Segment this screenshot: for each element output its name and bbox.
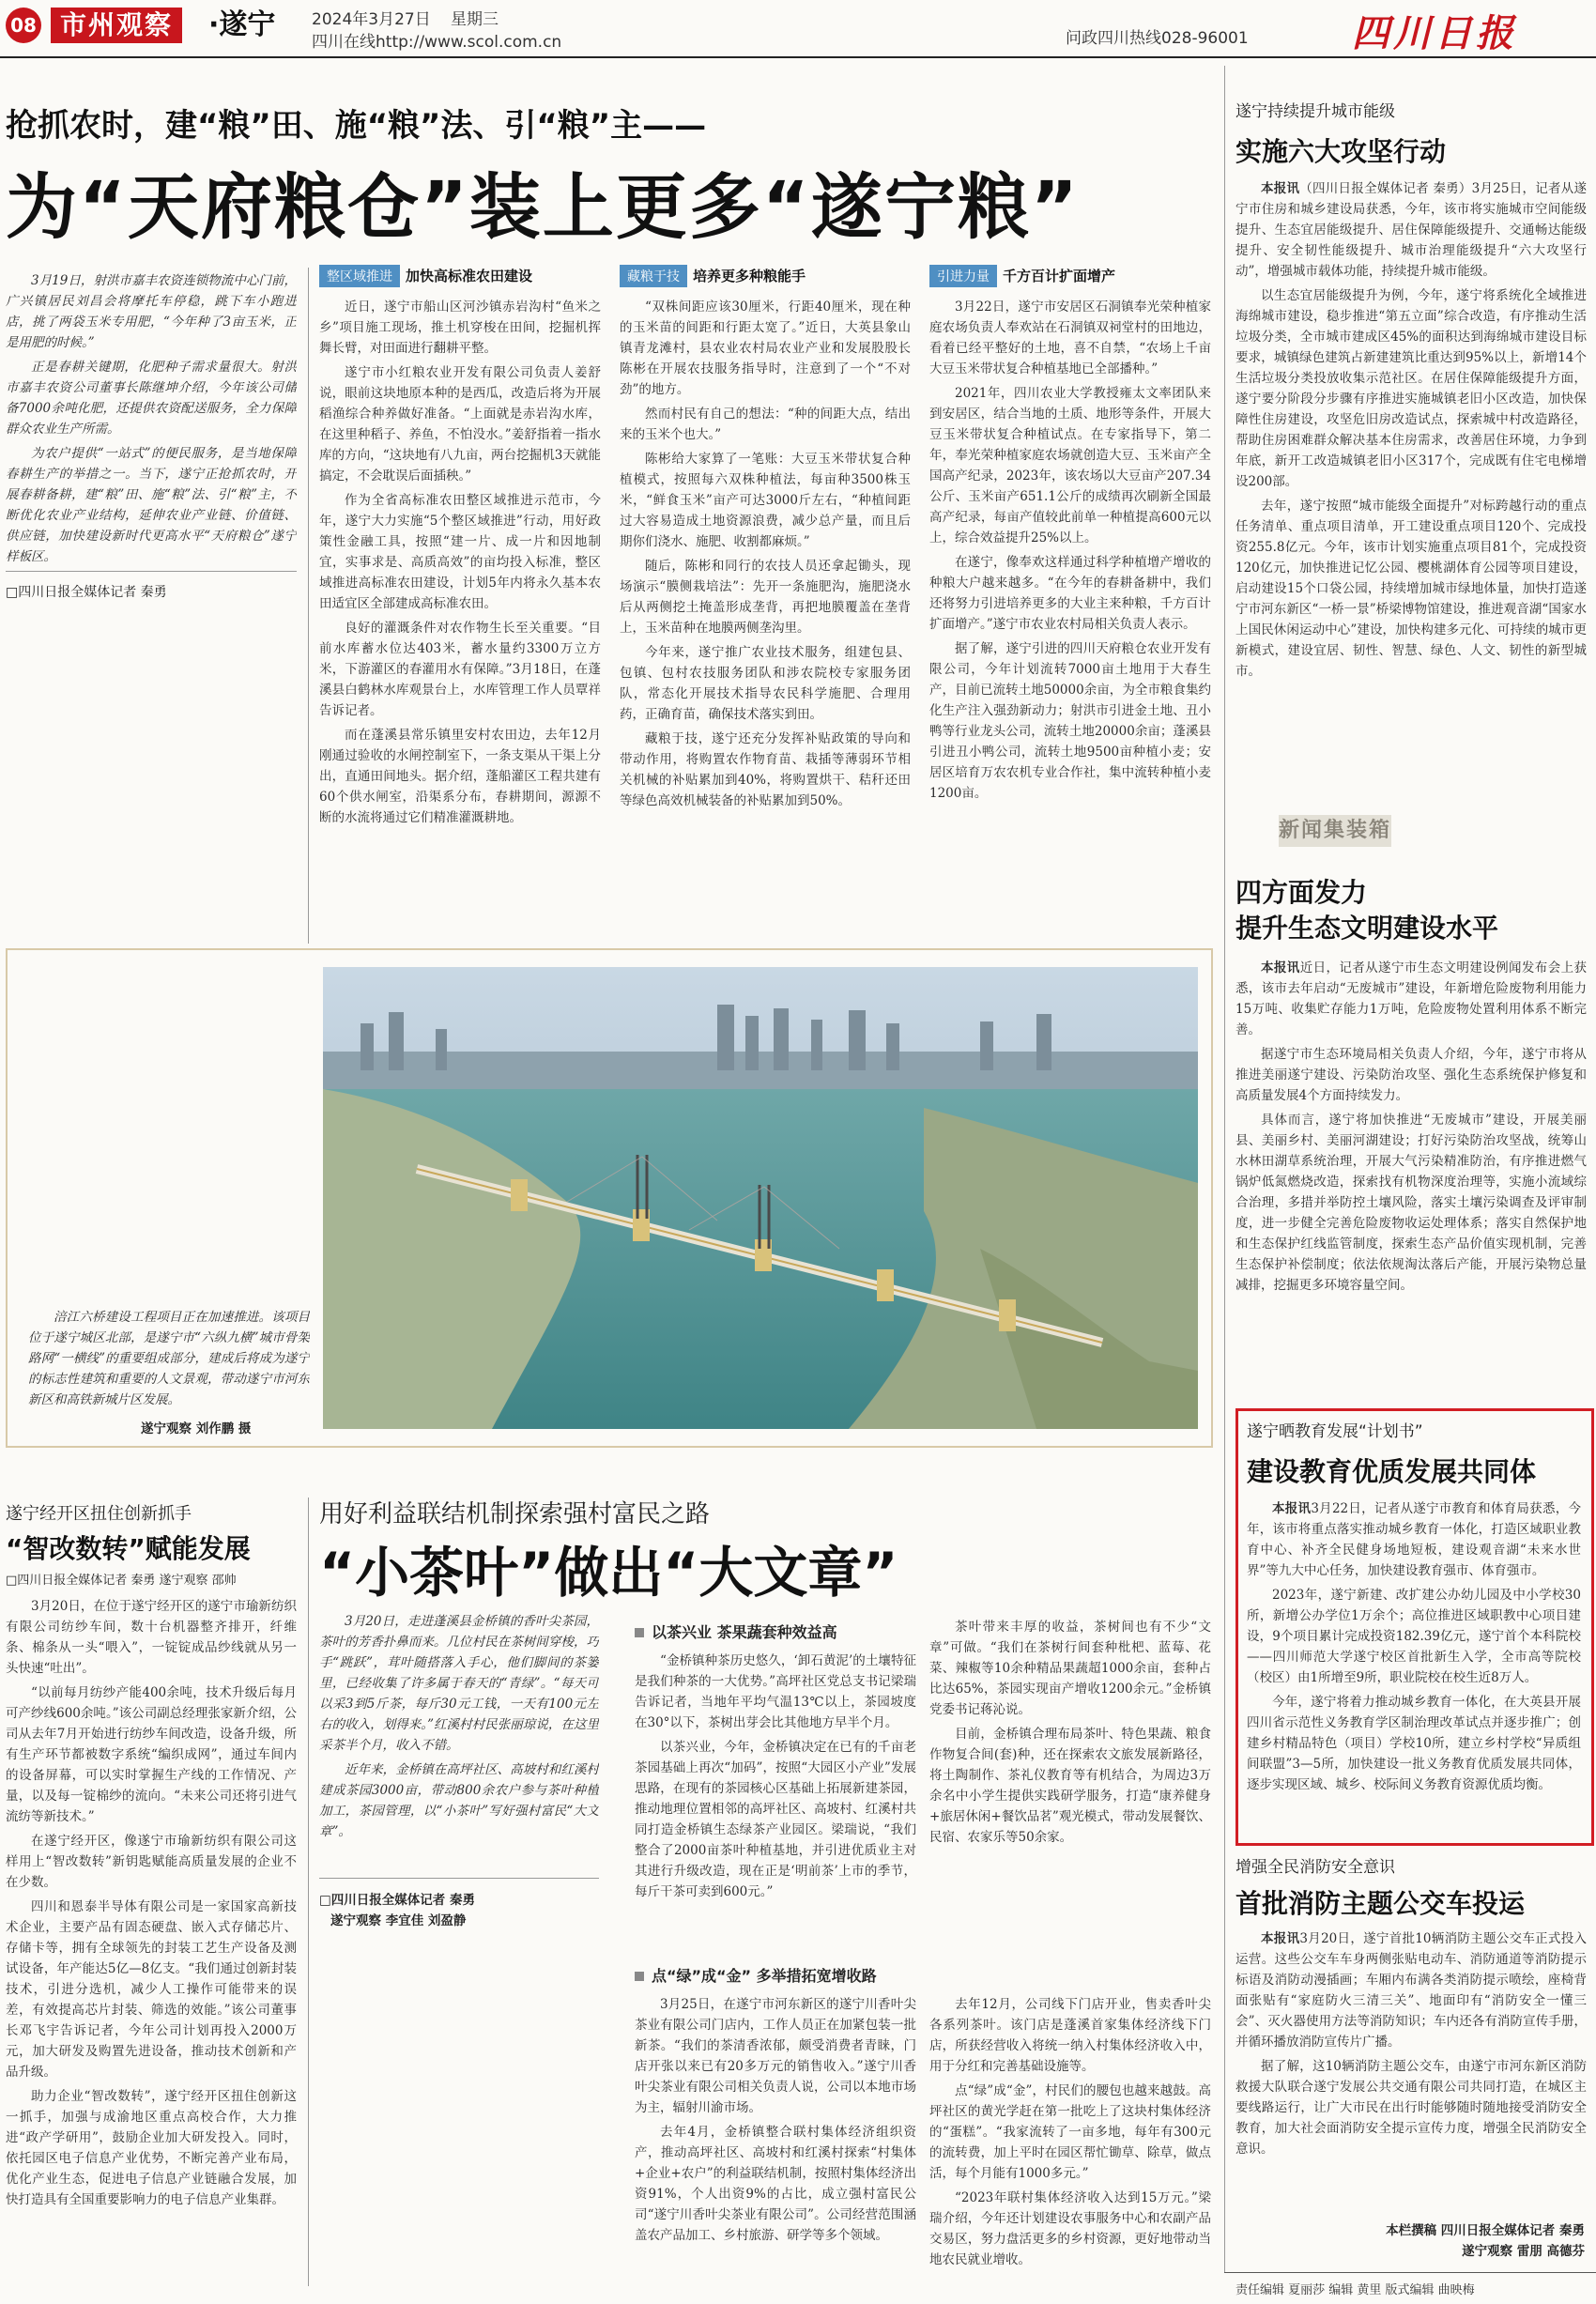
subsection-title: 点“绿”成“金” 多举措拓宽增收路 (635, 1964, 877, 1986)
square-bullet-icon (635, 1972, 644, 1981)
body-paragraph: “双株间距应该30厘米，行距40厘米，现在种的玉米苗的间距和行距太宽了。”近日，大英县象山镇青龙滩村，县农业农村局农业产业和发展股股长陈彬在开展农技服务指导时，注意到了一个“不对劲”的地方。 (620, 300, 911, 397)
sidebar-title: 建设教育优质发展共同体 (1247, 1456, 1537, 1487)
body-paragraph: 3月22日，遂宁市安居区石洞镇奉光荣种植家庭农场负责人奉欢站在石洞镇双祠堂村的田地边，看着已经平整好的土地，喜不自禁，“农场上千亩大豆玉米带状复合种植基地已全部播种。” (929, 300, 1211, 376)
sidebar-kicker: 遂宁晒教育发展“计划书” (1247, 1422, 1423, 1441)
story-title: “小茶叶”做出“大文章” (319, 1541, 898, 1605)
story-body (635, 1651, 916, 1951)
photo-credit: 遂宁观察 刘作鹏 摄 (141, 1421, 252, 1436)
body-paragraph: 据了解，遂宁引进的四川天府粮仓农业开发有限公司，今年计划流转7000亩土地用于大春生产，目前已流转土地50000余亩，为全市粮食集约化生产注入强劲新动力；射洪市引进金土地、丑小鸭等行业龙头公司，流转土地20000余亩；蓬溪县引进丑小鸭公司，流转土地9500亩种植小麦；安居区培育万农农机专业合作社，集中流转种植小麦1200亩。 (929, 641, 1211, 801)
body-paragraph: 近日，记者从遂宁市生态文明建设例闻发布会上获悉，该市去年启动“无废城市”建设，年新增危险废物利用能力15万吨、收集贮存能力1万吨，危险废物处置利用体系不断完善。 (1235, 960, 1587, 1037)
story-body (6, 1596, 297, 2286)
region-label: ·遂宁 (208, 8, 276, 41)
section-title: 千方百计扩面增产 (1003, 268, 1116, 284)
body-paragraph: 2021年，四川农业大学教授雍太文率团队来到安居区，结合当地的土质、地形等条件，开展大豆玉米带状复合种植试点。在专家指导下，第二年，奉光荣种植家庭农场就创造大豆、玉米亩产全国高产纪录，2023年，该农场以大豆亩产207.34公斤、玉米亩产651.1公斤的成绩再次刷新全国最高产纪录，每亩产值较此前单一种植提高600元以上，综合效益提升25%以上。 (929, 386, 1211, 545)
body-paragraph: 2023年，遂宁新建、改扩建公办幼儿园及中小学校30所，新增公办学位1万余个；高位推进区域职教中心项目建设，9个项目累计完成投资182.39亿元，遂宁首个本科院校——四川师范大学遂宁校区首批新生入学，全市高等院校（校区）由1所增至9所，职业院校在校生近8万人。 (1247, 1588, 1581, 1685)
square-bullet-icon (635, 1628, 644, 1637)
column-divider (308, 1498, 309, 2286)
body-paragraph: 良好的灌溉条件对农作物生长至关重要。“目前水库蓄水位达403米，蓄水量约3300万立方米，下游灌区的春灌用水有保障。”3月18日，在蓬溪县白鹤林水库观景台上，水库管理工作人员覃祥告诉记者。 (319, 621, 601, 718)
body-paragraph: 3月25日，在遂宁市河东新区的遂宁川香叶尖茶业有限公司门店内，工作人员正在加紧包装一批新茶。“我们的茶清香浓郁，颇受消费者青睐，门店开张以来已有20多万元的销售收入。”遂宁川香叶尖茶业有限公司相关负责人说，公司以本地市场为主，辐射川渝市场。 (635, 1997, 916, 2115)
photo-caption-text: 涪江六桥建设工程项目正在加速推进。该项目位于遂宁城区北部，是遂宁市“六纵九横”城市骨架路网“一横线”的重要组成部分，建成后将成为遂宁的标志性建筑和重要的人文景观，带动遂宁市河东新区和高铁新城片区发展。 (28, 1310, 310, 1407)
dateline-lead: 本报讯 (1261, 181, 1300, 196)
section-tag: 引进力量 (929, 265, 997, 287)
dateline-lead: 本报讯 (1261, 960, 1300, 975)
body-paragraph: 今年，遂宁将着力推动城乡教育一体化，在大英县开展四川省示范性义务教育学区制治理改革试点并逐步推广；创建乡村精品特色（项目）学校10所，建立乡村学校“异质组间联盟”3—5所，加快建设一批义务教育优质发展共同体，逐步实现区域、城乡、校际间义务教育资源优质均衡。 (1247, 1695, 1581, 1792)
lead-kicker: 抢抓农时，建“粮”田、施“粮”法、引“粮”主—— (6, 107, 707, 145)
lead-intro-para: 3月19日，射洪市嘉丰农资连锁物流中心门前，广兴镇居民刘昌会将摩托车停稳，跳下车小跑进店，挑了两袋玉米专用肥，“今年种了3亩玉米，正是用肥的时候。” (6, 273, 297, 350)
subsection-title: 以茶兴业 茶果蔬套种效益高 (635, 1620, 837, 1642)
lead-section-column (929, 265, 1211, 922)
lead-headline: 为“天府粮仓”装上更多“遂宁粮” (6, 165, 1080, 249)
body-paragraph: 以生态宜居能级提升为例，今年，遂宁将系统化全域推进海绵城市建设，稳步推进“第五立面”综合改造，有序推动生活垃圾分类，全市城市建成区45%的面积达到海绵城市建设目标要求，城镇绿色建筑占新建建筑比重达到95%以上，新增14个生活垃圾分类投放收集示范社区。在居住保障能级提升方面，遂宁要分阶段分步骤有序推进实施城镇老旧小区改造，加快保障性住房建设，攻坚危旧房改造试点，探索城中村改造路径，帮助住房困难群众解决基本住房需求，改善居住环境，力争到年底，新开工改造城镇老旧小区317个，完成既有住宅电梯增设200部。 (1235, 288, 1587, 489)
sidebar-title: 首批消防主题公交车投运 (1235, 1888, 1526, 1919)
story-intro-para: 3月20日，走进蓬溪县金桥镇的香叶尖茶园，茶叶的芳香扑鼻而来。几位村民在茶树间穿梭，巧手“跳跃”，茸叶随搭落入手心，他们脚间的茶篓里，已经收集了许多属于春天的“青绿”。“每天可以采3到5斤茶，每斤30元工钱，一天有100元左右的收入，划得来。”红溪村村民张丽琼说，在这里采茶半个月，收入不错。 (319, 1614, 599, 1753)
body-paragraph: 而在蓬溪县常乐镇里安村农田边，去年12月刚通过验收的水闸控制室下，一条支渠从干渠上分出，直通田间地头。据介绍，蓬船灌区工程共建有60个供水闸室，沿渠系分布，春耕期间，源源不断的水流将通过它们精准灌溉耕地。 (319, 728, 601, 825)
sidebar-kicker: 遂宁持续提升城市能级 (1235, 102, 1395, 121)
body-paragraph: 近日，遂宁市船山区河沙镇赤岩沟村“鱼米之乡”项目施工现场，推土机穿梭在田间，挖掘机挥舞长臂，对田面进行翻耕平整。 (319, 300, 601, 356)
lead-intro-column (6, 270, 297, 590)
photo-caption (28, 1307, 310, 1410)
newspaper-logo: 四川日报 (1352, 12, 1517, 55)
body-paragraph: 藏粮于技，遂宁还充分发挥补贴政策的导向和带动作用，将购置农作物育苗、栽插等薄弱环节相关机械的补贴累加到40%，将购置烘干、秸秆还田等绿色高效机械装备的补贴累加到50%。 (620, 731, 911, 808)
section-title: 加快高标准农田建设 (406, 268, 533, 284)
story-title: “智改数转”赋能发展 (6, 1533, 251, 1564)
body-paragraph: 据遂宁市生态环境局相关负责人介绍，今年，遂宁市将从推进美丽遂宁建设、污染防治攻坚、强化生态系统保护修复和高质量发展4个方面持续发力。 (1235, 1047, 1587, 1103)
divider (319, 1878, 599, 1879)
story-byline: □四川日报全媒体记者 秦勇 遂宁观察 邵帅 (6, 1574, 237, 1588)
hotline: 问政四川热线028-96001 (1066, 29, 1249, 48)
lead-intro-para: 为农户提供“一站式”的便民服务，是当地保障春耕生产的举措之一。当下，遂宁正抢抓农时，开展春耕备耕，建“粮”田、施“粮”法、引“粮”主，不断优化农业产业结构，延伸农业产业链、价值链、供应链，加快建设新时代更高水平“天府粮仓”遂宁样板区。 (6, 446, 297, 564)
body-paragraph: 陈彬给大家算了一笔账：大豆玉米带状复合种植模式，按照每六双株种植法，每亩种3500株玉米，“鲜食玉米”亩产可达3000斤左右，“种植间距过大容易造成土地资源浪费，减少总产量，而且后期你们浇水、施肥、收割都麻烦。” (620, 452, 911, 549)
issue-weekday: 星期三 (451, 10, 499, 29)
body-paragraph: “以前每月纺纱产能400余吨，技术升级后每月可产纱线600余吨。”该公司副总经理张家新介绍，公司从去年7月开始进行纺纱车间改造，设备升级，所有生产环节都被数字系统“编织成网”，通过车间内的设备屏幕，可以实时掌握生产线的工作情况、产量，以及每一锭棉纱的流向。“未来公司还将引进气流纺等新技术。” (6, 1685, 297, 1824)
body-paragraph: 3月20日，在位于遂宁经开区的遂宁市瑜新纺织有限公司纺纱车间，数十台机器整齐排开，纤维条、棉条从一头“喂入”，一锭锭成品纱线就从另一头快速“吐出”。 (6, 1599, 297, 1676)
story-kicker: 用好利益联结机制探索强村富民之路 (319, 1500, 711, 1528)
lead-intro-para: 正是春耕关键期，化肥种子需求量很大。射洪市嘉丰农资公司董事长陈继坤介绍，今年该公司储备7000余吨化肥，还提供农资配送服务，全力保障群众农业生产所需。 (6, 360, 297, 437)
masthead (0, 0, 1596, 58)
footer-editors: 责任编辑 夏丽莎 编辑 黄里 版式编辑 曲映梅 (1235, 2283, 1475, 2297)
body-paragraph: 助力企业“智改数转”，遂宁经开区扭住创新这一抓手，加强与成渝地区重点高校合作，大力推进“政产学研用”，鼓励企业加大研发投入。同时，依托园区电子信息产业优势，不断完善产业布局，优化产业生态，促进电子信息产业链融合发展，加快打造具有全国重要影响力的电子信息产业集群。 (6, 2089, 297, 2207)
divider (6, 571, 297, 572)
lead-section-column (319, 265, 601, 931)
sidebar-body (1247, 1498, 1581, 1833)
bridge-photo (323, 967, 1198, 1429)
story-body (929, 1994, 1211, 2287)
body-paragraph: 在遂宁经开区，像遂宁市瑜新纺织有限公司这样用上“智改数转”新钥匙赋能高质量发展的企业不在少数。 (6, 1834, 297, 1890)
lead-section-column (620, 265, 911, 922)
body-paragraph: 然而村民有自己的想法：“种的间距大点，结出来的玉米个也大。” (620, 407, 911, 442)
section-tag: 藏粮于技 (620, 265, 687, 287)
lead-byline: □四川日报全媒体记者 秦勇 (6, 585, 167, 600)
dateline-lead: 本报讯 (1261, 1931, 1300, 1946)
body-paragraph: 去年4月，金桥镇整合联村集体经济组织资产，推动高坪社区、高坡村和红溪村探索“村集体+企业+农户”的利益联结机制，按照村集体经济出资91%，个人出资9%的占比，成立强村富民公司“遂宁川香叶尖茶业有限公司”。公司经营范围涵盖农产品加工、乡村旅游、研学等多个领域。 (635, 2125, 916, 2243)
body-paragraph: 今年来，遂宁推广农业技术服务，组建包县、包镇、包村农技服务团队和涉农院校专家服务团队，常态化开展技术指导农民科学施肥、合理用药，正确育苗，确保技术落实到田。 (620, 645, 911, 722)
issue-date: 2024年3月27日 (312, 10, 431, 29)
column-divider (308, 268, 309, 944)
body-paragraph: 点“绿”成“金”，村民们的腰包也越来越鼓。高坪社区的黄光学赶在第一批吃上了这块村集体经济的“蛋糕”。“我家流转了一亩多地，每年有300元的流转费，加上平时在园区帮忙锄草、除草，做点活，每个月能有1000多元。” (929, 2083, 1211, 2181)
site-url[interactable]: 四川在线http://www.scol.com.cn (312, 33, 562, 52)
section-title: 培养更多种粮能手 (693, 268, 806, 284)
story-kicker: 遂宁经开区扭住创新抓手 (6, 1504, 192, 1524)
body-paragraph: 据了解，这10辆消防主题公交车，由遂宁市河东新区消防救援大队联合遂宁发展公共交通有限公司共同打造，在城区主要线路运行，让广大市民在出行时能够随时随地接受消防安全教育，加大社会面消防安全提示宣传力度，增强全民消防安全意识。 (1235, 2059, 1587, 2157)
section-label: 市州观察 (51, 8, 182, 43)
footer-rule (1224, 2272, 1596, 2273)
masthead-rule (0, 56, 1596, 58)
section-tag: 整区域推进 (319, 265, 400, 287)
body-paragraph: 具体而言，遂宁将加快推进“无废城市”建设，开展美丽县、美丽乡村、美丽河湖建设；打好污染防治攻坚战，统筹山水林田湖草系统治理，开展大气污染精准防治，有序推进燃气锅炉低氮燃烧改造，探索找有机物深度治理等，实施小流域综合治理，多措并举防控土壤风险，落实土壤污染调查及评审制度，进一步健全完善危险废物收运处理体系；落实自然保护地和生态保护红线监管制度，探索生态产品价值实现机制，完善生态保护补偿制度；依法依规淘汰落后产能，开展污染物总量减排，挖掘更多环境容量空间。 (1235, 1113, 1587, 1293)
story-body (929, 1617, 1211, 1951)
bridge-photo-illustration (323, 967, 1198, 1429)
story-intro-para: 近年来，金桥镇在高坪社区、高坡村和红溪村建成茶园3000亩，带动800余农户参与茶叶种植加工，茶园管理，以“小茶叶”写好强村富民“大文章”。 (319, 1762, 599, 1839)
body-paragraph: 3月22日，记者从遂宁市教育和体育局获悉，今年，该市将重点落实推动城乡教育一体化，打造区域职业教育中心、补齐全民健身场地短板，建设观音湖“未来水世界”等九大中心任务，加快建设教育强市、体育强市。 (1247, 1501, 1581, 1578)
story-intro (319, 1611, 599, 1893)
column-credit: 遂宁观察 雷朋 高德芬 (1462, 2244, 1585, 2259)
body-paragraph: “2023年联村集体经济收入达到15万元。”梁瑞介绍，今年还计划建设农事服务中心和农副产品交易区，努力盘活更多的乡村资源，更好地带动当地农民就业增收。 (929, 2190, 1211, 2267)
story-byline: 遂宁观察 李宜佳 刘盈静 (330, 1913, 467, 1928)
body-paragraph: 四川和恩泰半导体有限公司是一家国家高新技术企业，主要产品有固态硬盘、嵌入式存储芯片、存储卡等，拥有全球领先的封装工艺生产设备及测试设备，年产能达5亿—8亿支。“我们通过创新封装技术，引进分选机，减少人工操作可能带来的误差，有效提高芯片封装、筛选的效能。”该公司董事长邓飞宇告诉记者，今年公司计划再投入2000万元，加大研发及购置先进设备，推动技术创新和产品升级。 (6, 1899, 297, 2080)
body-paragraph: 遂宁市小红粮农业开发有限公司负责人姜舒说，眼前这块地原本种的是西瓜，改造后将为开展稻渔综合种养做好准备。“上面就是赤岩沟水库，在这里种稻子、养鱼，不怕没水。”姜舒指着一指水库的方向，“这块地有八九亩，两台挖掘机3天就能搞定，不会耽误后面插秧。” (319, 365, 601, 484)
body-paragraph: “金桥镇种茶历史悠久，‘卸石黄泥’的土壤特征是我们种茶的一大优势。”高坪社区党总支书记梁瑞告诉记者，当地年平均气温13℃以上，茶园坡度在30°以下，茶树出芽会比其他地方早半个月。 (635, 1653, 916, 1730)
body-paragraph: 随后，陈彬和同行的农技人员还拿起锄头，现场演示“膜侧栽培法”：先开一条施肥沟，施肥浇水后从两侧挖土掩盖形成垄背，再把地膜覆盖在垄背上，玉米苗种在地膜两侧垄沟里。 (620, 559, 911, 636)
sidebar-body (1235, 958, 1587, 1399)
body-paragraph: 3月20日，遂宁首批10辆消防主题公交车正式投入运营。这些公交车车身两侧张贴电动车、消防通道等消防提示标语及消防动漫插画；车厢内布满各类消防提示喷绘，座椅背面张贴有“家庭防火三清三关”、地面印有“消防安全一懂三会”、灭火器使用方法等消防知识；车内还各有消防宣传手册，并循环播放消防宣传片广播。 (1235, 1931, 1587, 2050)
body-paragraph: （四川日报全媒体记者 秦勇）3月25日，记者从遂宁市住房和城乡建设局获悉，今年，该市将实施城市空间能级提升、生态宜居能级提升、居住保障能级提升、交通畅达能级提升、安全韧性能级提升、城市治理能级提升“六大攻坚行动”，增强城市载体功能，持续提升城市能级。 (1235, 181, 1587, 279)
body-paragraph: 在遂宁，像奉欢这样通过科学种植增产增收的种粮大户越来越多。“在今年的春耕备耕中，我们还将努力引进培养更多的大业主来种粮，千方百计扩面增产。”遂宁市农业农村局相关负责人表示。 (929, 555, 1211, 632)
sidebar-title: 四方面发力 提升生态文明建设水平 (1235, 877, 1499, 944)
body-paragraph: 茶叶带来丰厚的收益，茶树间也有不少“文章”可做。“我们在茶树行间套种枇杷、蓝莓、花菜、辣椒等10余种精品果蔬超1000余亩，套种占比达65%，茶园实现亩产增收1200余元。”金桥镇党委书记蒋沁说。 (929, 1620, 1211, 1717)
body-paragraph: 去年，遂宁按照“城市能级全面提升”对标跨越行动的重点任务清单、重点项目清单，开工建设重点项目120个、完成投资255.8亿元。今年，该市计划实施重点项目81个，完成投资120亿元，加快推进记忆公园、樱桃湖体育公园等项目建设，启动建设15个口袋公园，持续增加城市绿地体量，加快打造遂宁市河东新区“一桥一景”桥梁博物馆建设，推进观音湖“国家水上国民休闲运动中心”建设，加快构建多元化、可持续的城市更新模式，建设宜居、韧性、智慧、绿色、人文、韧性的新型城市。 (1235, 499, 1587, 679)
sidebar-title: 实施六大攻坚行动 (1235, 136, 1447, 167)
sidebar-divider (1224, 66, 1225, 2272)
body-paragraph: 以茶兴业，今年，金桥镇决定在已有的千亩老茶园基础上再次“加码”，按照“大园区小产业”发展思路，在现有的茶园核心区基础上拓展新建茶园，推动地理位置相邻的高坪社区、高坡村、红溪村共同打造金桥镇生态绿茶产业园区。梁瑞说，“我们整合了2000亩茶叶种植基地，并引进优质业主对其进行升级改造，现在正是‘明前茶’上市的季节，每斤干茶可卖到600元。” (635, 1740, 916, 1899)
page-number-badge: 08 (6, 8, 41, 43)
column-credit: 本栏撰稿 四川日报全媒体记者 秦勇 (1386, 2223, 1585, 2238)
body-paragraph: 作为全省高标准农田整区域推进示范市，今年，遂宁大力实施“5个整区域推进”行动，用好政策性金融工具，按照“建一片、成一片和因地制宜，实事求是、高质高效”的亩均投入标准，整区域推进高标准农田建设，计划5年内将永久基本农田适宜区全部建成高标准农田。 (319, 493, 601, 611)
story-body (635, 1994, 916, 2287)
body-paragraph: 去年12月，公司线下门店开业，售卖香叶尖各系列茶叶。该门店是蓬溪首家集体经济线下门店，所获经营收入将统一纳入村集体经济收入中，用于分红和完善基础设施等。 (929, 1997, 1211, 2074)
dateline-lead: 本报讯 (1272, 1501, 1312, 1516)
sidebar-kicker: 增强全民消防安全意识 (1235, 1858, 1395, 1877)
story-byline: □四川日报全媒体记者 秦勇 (319, 1893, 475, 1908)
sidebar-body (1235, 178, 1587, 789)
body-paragraph: 目前，金桥镇合理布局茶叶、特色果蔬、粮食作物复合间(套)种，还在探索农文旅发展新路径，将土陶制作、茶礼仪教育等有机结合，为周边3万余名中小学生提供实践研学服务，打造“康养健身+旅居休闲+餐饮品茗”观光模式，带动发展餐饮、民宿、农家乐等50余家。 (929, 1727, 1211, 1845)
sidebar-body (1235, 1928, 1587, 2210)
news-container-banner: 新闻集装箱 (1279, 815, 1391, 847)
